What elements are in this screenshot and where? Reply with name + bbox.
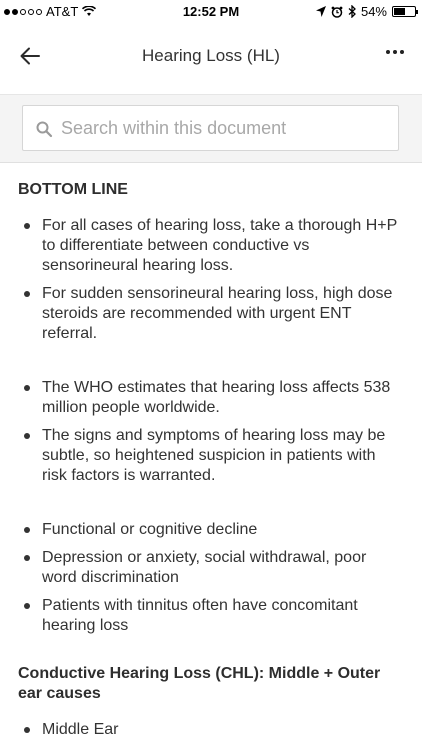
- epidemiology-list: [18, 378, 404, 486]
- battery-percent: 54%: [360, 4, 387, 19]
- bottom-line-heading: BOTTOM LINE: [18, 181, 128, 198]
- status-right: [316, 4, 416, 19]
- list-item: For sudden sensorineural hearing loss, high dose steroids are recommended with urgent ENT referral.: [18, 284, 404, 344]
- location-icon: [316, 6, 326, 17]
- list-item: The WHO estimates that hearing loss affects 538 million people worldwide.: [18, 378, 404, 418]
- carrier-label: AT&T: [46, 4, 79, 19]
- search-icon: [35, 120, 53, 138]
- list-item: For all cases of hearing loss, take a thorough H+P to differentiate between conductive vs sensorineural hearing loss.: [18, 216, 404, 276]
- battery-fill: [394, 8, 405, 15]
- search-input[interactable]: [61, 106, 391, 150]
- search-box[interactable]: [22, 105, 399, 151]
- bluetooth-icon: [348, 5, 356, 18]
- alarm-icon: [331, 6, 343, 18]
- status-bar: [0, 0, 422, 24]
- list-item: The signs and symptoms of hearing loss may be subtle, so heightened suspicion in patients with risk factors is warranted.: [18, 426, 404, 486]
- bottom-line-list: [18, 216, 404, 344]
- list-item: Functional or cognitive decline: [18, 520, 404, 540]
- symptoms-list: [18, 520, 404, 636]
- chl-list: [18, 720, 404, 740]
- list-item: Patients with tinnitus often have concomitant hearing loss: [18, 596, 404, 636]
- list-item: Middle Ear: [18, 720, 404, 740]
- page-title: Hearing Loss (HL): [142, 46, 280, 65]
- chl-heading: Conductive Hearing Loss (CHL): Middle + Outer ear causes: [18, 665, 381, 702]
- nav-bar: [0, 24, 422, 94]
- list-item: Depression or anxiety, social withdrawal, poor word discrimination: [18, 548, 404, 588]
- more-options-icon[interactable]: [386, 50, 404, 54]
- search-area: [0, 94, 422, 163]
- status-time: 12:52 PM: [182, 4, 240, 19]
- battery-icon: [392, 6, 416, 17]
- document-content: [0, 163, 422, 748]
